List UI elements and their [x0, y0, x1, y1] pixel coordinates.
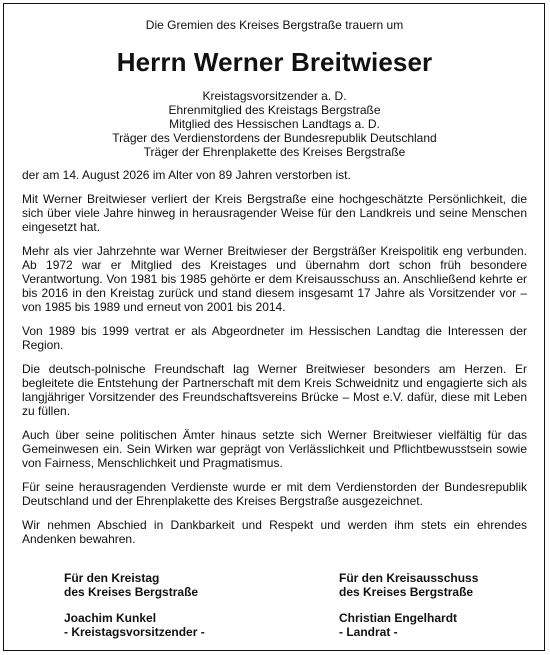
- signature-org-line: des Kreises Bergstraße: [64, 585, 199, 599]
- paragraph-friendship: Die deutsch-polnische Freundschaft lag Werner Breitwieser besonders am Herzen. Er begleitete die Entstehung der Partnerschaft mit dem Kreis Schweidnitz und engagierte sich als langjähriger Vorsitzender des Freundschaftsvereins Brücke – Most e.V. dafür, diese mit Leben zu füllen.: [22, 362, 527, 418]
- title-line: Träger des Verdienstordens der Bundesrepublik Deutschland: [112, 131, 437, 145]
- title-line: Mitglied des Hessischen Landtags a. D.: [169, 117, 380, 131]
- signatory-name: Christian Engelhardt: [339, 611, 458, 625]
- signature-org-line: des Kreises Bergstraße: [339, 585, 474, 599]
- intro-line: Die Gremien des Kreises Bergstraße trauern um: [145, 18, 404, 32]
- paragraph-landtag: Von 1989 bis 1999 vertrat er als Abgeordneter im Hessischen Landtag die Interessen der Region.: [22, 324, 527, 352]
- signatory-role: - Landrat -: [339, 625, 398, 639]
- signature-org-line: Für den Kreistag: [64, 571, 160, 585]
- honorary-titles: [22, 89, 527, 159]
- title-line: Kreistagsvorsitzender a. D.: [202, 89, 347, 103]
- title-line: Träger der Ehrenplakette des Kreises Bergstraße: [143, 145, 406, 159]
- paragraph-farewell: Wir nehmen Abschied in Dankbarkeit und Respekt und werden ihm stets ein ehrendes Andenken bewahren.: [22, 518, 527, 546]
- title-line: Ehrenmitglied des Kreistags Bergstraße: [168, 103, 381, 117]
- signature-kreisausschuss: [339, 571, 478, 639]
- obituary-notice: [22, 18, 527, 639]
- paragraph-death-date: der am 14. August 2026 im Alter von 89 Jahren verstorben ist.: [22, 168, 351, 182]
- paragraph-honors: Für seine herausragenden Verdienste wurde er mit dem Verdienstorden der Bundesrepublik Deutschland und der Ehrenplakette des Kreises Bergstraße ausgezeichnet.: [22, 480, 527, 508]
- signatory-role: - Kreistagsvorsitzender -: [64, 625, 205, 639]
- deceased-name: Herrn Werner Breitwieser: [116, 47, 433, 77]
- paragraph-community: Auch über seine politischen Ämter hinaus setzte sich Werner Breitwieser vielfältig für das Gemeinwesen ein. Sein Wirken war geprägt von Verlässlichkeit und Pflichtbewusstsein sowie von Fairness, Menschlichkeit und Pragmatismus.: [22, 428, 527, 470]
- paragraph-county-politics: Mehr als vier Jahrzehnte war Werner Breitwieser der Bergsträßer Kreispolitik eng verbunden. Ab 1972 war er Mitglied des Kreistages und übernahm dort schon früh besondere Verantwortung. Von 1981 bis 1985 gehörte er dem Kreisausschuss an. Anschließend kehrte er bis 2016 in den Kreistag zurück und stand diesem insgesamt 17 Jahre als Vorsitzender vor – von 1985 bis 1989 und erneut von 2001 bis 2014.: [22, 244, 527, 314]
- signatory-name: Joachim Kunkel: [64, 611, 157, 625]
- signature-kreistag: [64, 571, 205, 639]
- signature-org-line: Für den Kreisausschuss: [339, 571, 479, 585]
- paragraph-tribute: Mit Werner Breitwieser verliert der Kreis Bergstraße eine hochgeschätzte Persönlichkeit, die sich über viele Jahre hinweg in herausragender Weise für den Landkreis und seine Menschen eingesetzt hat.: [22, 192, 527, 234]
